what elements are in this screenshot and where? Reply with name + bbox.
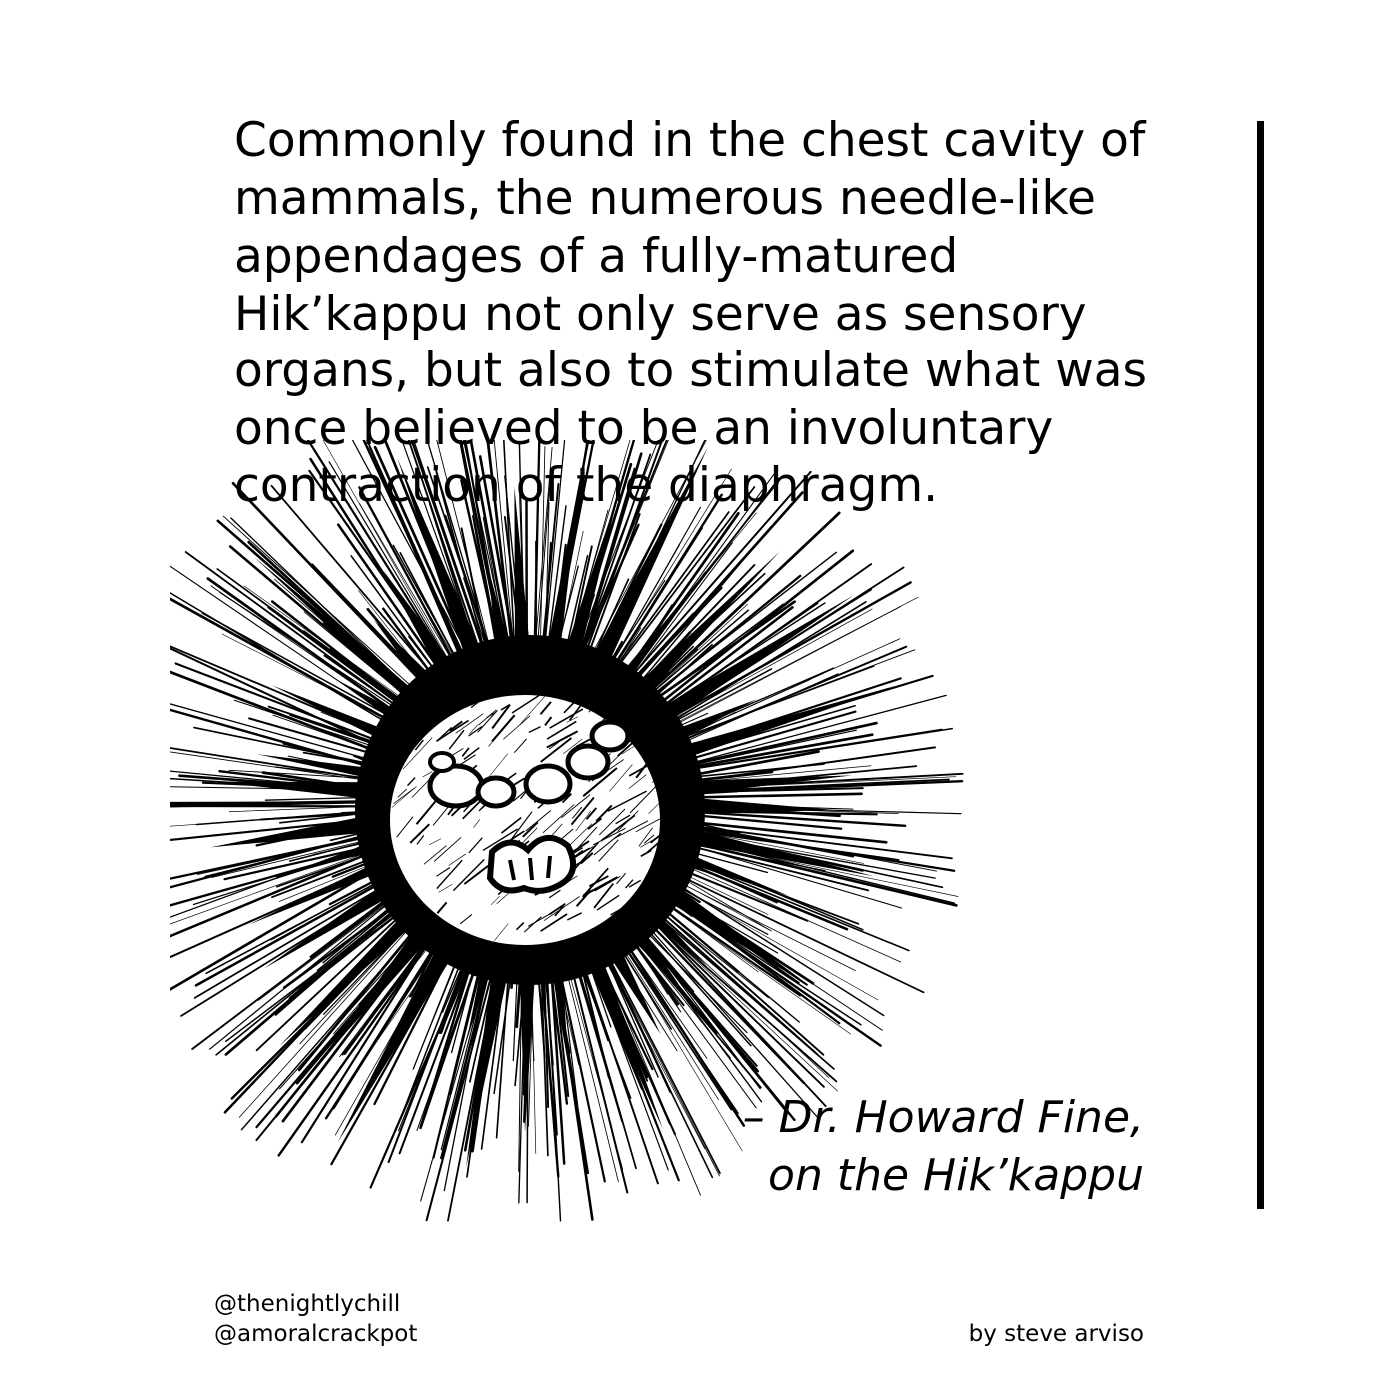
byline: by steve arviso <box>968 1321 1144 1347</box>
attribution-subject: on the Hik’kappu <box>768 1150 1144 1201</box>
vertical-rule <box>1257 121 1264 1209</box>
eye-left-2 <box>478 778 514 806</box>
handle-amoralcrackpot: @amoralcrackpot <box>214 1321 418 1347</box>
eye-top <box>592 722 628 750</box>
quote-line-5: organs, but also to stimulate what was <box>234 343 1148 398</box>
body-hatching <box>355 635 705 985</box>
quote-line-2: mammals, the numerous needle-like <box>234 171 1096 226</box>
eye-middle <box>526 766 570 802</box>
quote-line-6: once believed to be an involuntary <box>234 401 1054 456</box>
quote-line-4: Hik’kappu not only serve as sensory <box>234 287 1087 342</box>
handle-thenightlychill: @thenightlychill <box>214 1291 401 1317</box>
quote-line-1: Commonly found in the chest cavity of <box>234 113 1146 168</box>
eye-upper-left <box>430 753 454 771</box>
attribution-author: – Dr. Howard Fine, <box>742 1092 1144 1143</box>
quote-line-7: contraction of the diaphragm. <box>234 458 939 513</box>
quote-line-3: appendages of a fully-matured <box>234 229 959 284</box>
